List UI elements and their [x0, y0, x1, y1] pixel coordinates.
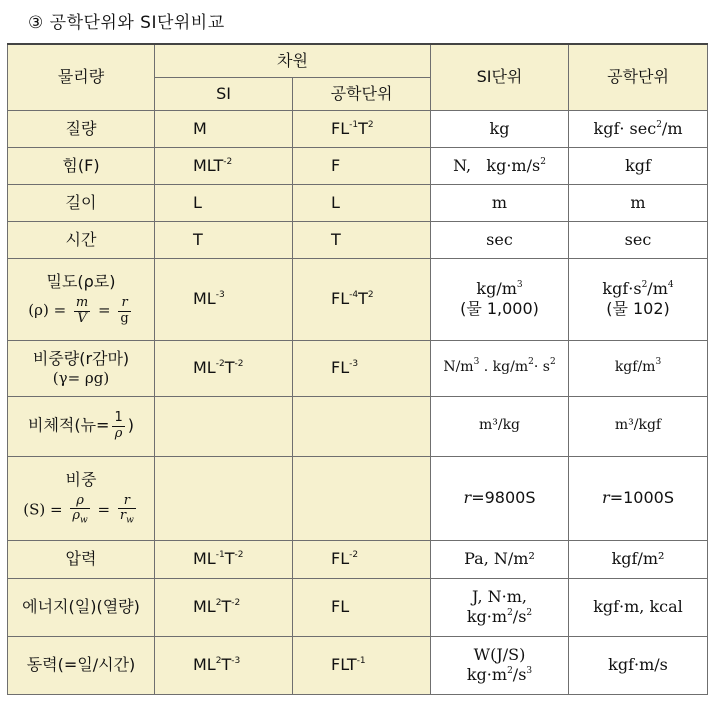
row-name-time: 시간 — [8, 221, 155, 258]
table-row — [8, 540, 708, 578]
row-name-density: 밀도(ρ로) (ρ) = $\frac{m}{V}$ = $\frac{r}{g}$ — [8, 258, 155, 340]
unit-comparison-table — [7, 43, 708, 695]
table-row — [8, 396, 708, 456]
density-formula: (ρ) = $\frac{m}{V}$ = $\frac{r}{g}$ — [28, 295, 129, 326]
force-si-unit: N, $kg\cdot m/s^2$ — [431, 147, 569, 184]
table-row — [8, 147, 708, 184]
power-si-dim: $ML^2T^{-3}$ — [155, 636, 293, 694]
pressure-eng-unit: kgf/m² — [569, 540, 708, 578]
table-row — [8, 578, 708, 636]
header-si-unit: SI단위 — [431, 44, 569, 110]
row-name-length: 길이 — [8, 184, 155, 221]
row-name-pressure: 압력 — [8, 540, 155, 578]
specific-gravity-si-dim — [155, 456, 293, 540]
length-eng-dim: L — [293, 184, 431, 221]
specific-volume-si-unit: m³/kg — [431, 396, 569, 456]
force-eng-dim: F — [293, 147, 431, 184]
table-row — [8, 221, 708, 258]
table-row — [8, 340, 708, 396]
table-row — [8, 110, 708, 147]
section-title: ③ 공학단위와 SI단위비교 — [28, 13, 225, 33]
header-quantity: 물리량 — [8, 44, 155, 110]
specific-gravity-si-unit: r=9800S — [431, 456, 569, 540]
specific-volume-eng-dim — [293, 396, 431, 456]
specific-weight-eng-dim: $FL^{-3}$ — [293, 340, 431, 396]
row-name-specific-volume: 비체적(뉴= $\frac{1}{\rho}$ ) — [8, 396, 155, 456]
header-eng-dimension: 공학단위 — [293, 77, 431, 110]
pressure-si-dim: $ML^{-1}T^{-2}$ — [155, 540, 293, 578]
mass-eng-dim: $FL^{-1}T^2$ — [293, 110, 431, 147]
power-si-unit: W(J/S) $kg\cdot m^2/s^3$ — [431, 636, 569, 694]
time-si-dim: T — [155, 221, 293, 258]
force-eng-unit: kgf — [569, 147, 708, 184]
specific-volume-si-dim — [155, 396, 293, 456]
specific-weight-si-dim: $ML^{-2}T^{-2}$ — [155, 340, 293, 396]
time-eng-dim: T — [293, 221, 431, 258]
specific-gravity-formula: (S) = $\frac{\rho}{\rho_w}$ = $\frac{r}{r_w}$ — [23, 492, 134, 526]
energy-eng-dim: FL — [293, 578, 431, 636]
specific-weight-si-unit: $N/m^3$ . $kg/m^2\cdot s^2$ — [431, 340, 569, 396]
mass-si-unit: kg — [431, 110, 569, 147]
row-name-specific-weight: 비중량(r감마) (γ= ρg) — [8, 340, 155, 396]
energy-si-dim: $ML^2T^{-2}$ — [155, 578, 293, 636]
row-name-power: 동력(=일/시간) — [8, 636, 155, 694]
mass-si-dim: M — [155, 110, 293, 147]
length-si-dim: L — [155, 184, 293, 221]
table-row — [8, 636, 708, 694]
force-si-dim: $MLT^{-2}$ — [155, 147, 293, 184]
mass-eng-unit: $kgf\cdot \sec^2/m$ — [569, 110, 708, 147]
header-si-dimension: SI — [155, 77, 293, 110]
energy-si-unit: J, N·m, $kg\cdot m^2/s^2$ — [431, 578, 569, 636]
pressure-eng-dim: $FL^{-2}$ — [293, 540, 431, 578]
power-eng-unit: kgf·m/s — [569, 636, 708, 694]
density-si-unit: $kg/m^3$ (물 1,000) — [431, 258, 569, 340]
length-eng-unit: m — [569, 184, 708, 221]
specific-volume-eng-unit: m³/kgf — [569, 396, 708, 456]
density-si-dim: $ML^{-3}$ — [155, 258, 293, 340]
energy-eng-unit: kgf·m, kcal — [569, 578, 708, 636]
time-eng-unit: sec — [569, 221, 708, 258]
time-si-unit: sec — [431, 221, 569, 258]
table-row — [8, 258, 708, 340]
specific-weight-eng-unit: kgf/$m^3$ — [569, 340, 708, 396]
power-eng-dim: $FLT^{-1}$ — [293, 636, 431, 694]
row-name-force: 힘(F) — [8, 147, 155, 184]
row-name-mass: 질량 — [8, 110, 155, 147]
header-dimension: 차원 — [155, 44, 431, 77]
header-eng-unit: 공학단위 — [569, 44, 708, 110]
length-si-unit: m — [431, 184, 569, 221]
row-name-specific-gravity: 비중 (S) = $\frac{\rho}{\rho_w}$ = $\frac{r}{r_w}$ — [8, 456, 155, 540]
specific-gravity-eng-unit: r=1000S — [569, 456, 708, 540]
table-row — [8, 184, 708, 221]
row-name-energy: 에너지(일)(열량) — [8, 578, 155, 636]
density-eng-unit: $kgf\cdot s^2/m^4$ (물 102) — [569, 258, 708, 340]
table-row — [8, 456, 708, 540]
pressure-si-unit: Pa, N/m² — [431, 540, 569, 578]
density-eng-dim: $FL^{-4}T^2$ — [293, 258, 431, 340]
specific-gravity-eng-dim — [293, 456, 431, 540]
